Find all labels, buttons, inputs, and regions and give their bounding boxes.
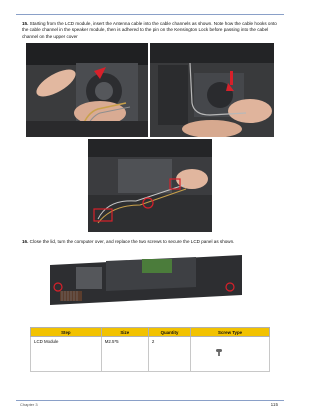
footer-rule (16, 400, 284, 401)
cell-size: M2.5*5 (101, 337, 148, 372)
step-number: 15. (22, 21, 29, 26)
header-screw-type: Screw Type (191, 328, 270, 337)
photo-kensington-lock-routing (88, 139, 212, 232)
table-header-row (31, 328, 270, 337)
page-number: 115 (270, 402, 278, 407)
header-size: Size (101, 328, 148, 337)
step-text: Starting from the LCD module, insert the Antenna cable into the cable channels as shown. Note how the cable hooks onto the cable channel in the speaker module, then is adhered to the pin on the Kensington Lock before passing into the cabel channel on the upper cover (22, 21, 277, 39)
photo-cable-routing-left (26, 43, 148, 137)
header-quantity: Quantity (148, 328, 190, 337)
photo-lcd-screws (46, 247, 246, 307)
step-15 (22, 21, 284, 40)
cell-quantity: 2 (148, 337, 190, 372)
step-16 (22, 239, 284, 245)
screw-icon (216, 349, 222, 355)
cell-screw-type (191, 337, 270, 372)
step-text: Close the lid, turn the computer over, and replace the two screws to secure the LCD panel as shown. (29, 239, 235, 244)
photo-cable-routing-right (150, 43, 274, 137)
header-rule (16, 14, 284, 15)
cell-step: LCD Module (31, 337, 102, 372)
step-number: 16. (22, 239, 29, 244)
screw-table (30, 327, 270, 372)
table-row (31, 337, 270, 372)
header-step: Step (31, 328, 102, 337)
chapter-label: Chapter 3 (20, 402, 38, 407)
